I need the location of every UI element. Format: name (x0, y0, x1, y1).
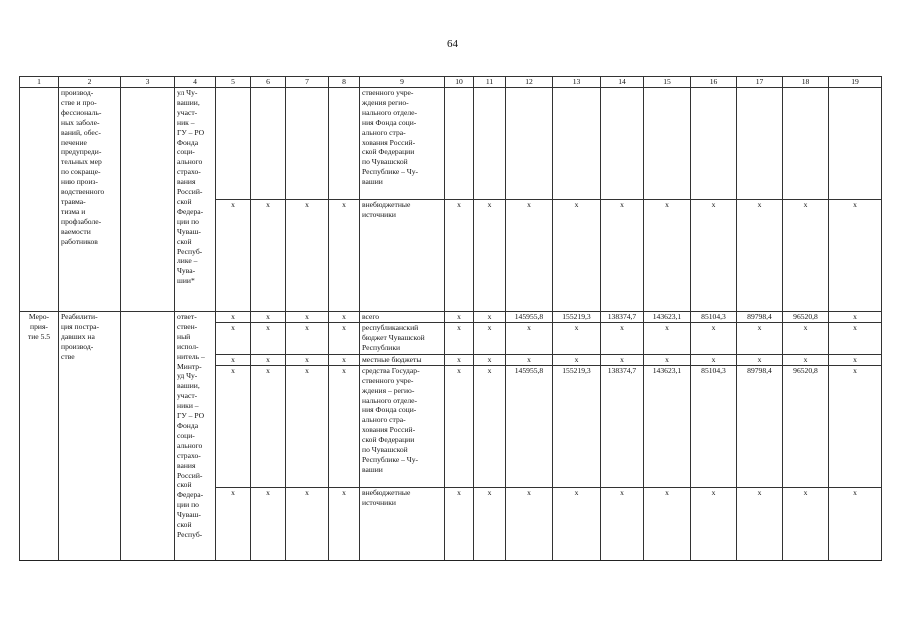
value-cell: x (474, 312, 506, 323)
value-cell: 145955,8 (506, 365, 553, 487)
value-cell: x (329, 200, 360, 312)
program-table (19, 76, 882, 561)
value-cell: 85104,3 (691, 365, 737, 487)
value-cell: x (644, 354, 691, 365)
value-cell: x (216, 200, 251, 312)
value-cell: x (829, 322, 882, 354)
row-number-cell (20, 88, 59, 312)
value-cell: x (691, 487, 737, 560)
value-cell: x (829, 200, 882, 312)
value-cell: x (553, 322, 601, 354)
value-cell: 155219,3 (553, 365, 601, 487)
goal-cell (121, 312, 175, 561)
value-cell (329, 88, 360, 200)
column-number-8: 8 (329, 77, 360, 88)
column-number-4: 4 (175, 77, 216, 88)
value-cell: x (691, 354, 737, 365)
value-cell: x (506, 354, 553, 365)
value-cell (553, 88, 601, 200)
column-number-12: 12 (506, 77, 553, 88)
column-number-18: 18 (783, 77, 829, 88)
value-cell: x (251, 200, 286, 312)
value-cell: x (251, 487, 286, 560)
value-cell: 138374,7 (601, 365, 644, 487)
column-number-14: 14 (601, 77, 644, 88)
value-cell: x (445, 200, 474, 312)
value-cell: x (445, 365, 474, 487)
value-cell: x (286, 354, 329, 365)
page-number: 64 (447, 38, 458, 50)
value-cell: x (251, 322, 286, 354)
value-cell: x (737, 487, 783, 560)
value-cell: x (445, 487, 474, 560)
value-cell (601, 88, 644, 200)
value-cell: 96520,8 (783, 365, 829, 487)
value-cell: x (644, 322, 691, 354)
value-cell: x (251, 312, 286, 323)
activity-name-cell: производ- стве и про- фессиональ- ных заболе- ваний, обес- печение предупреди- тельных мер по сокраще- нию произ- водственного травма- тизма и профзаболе- ваемости работников (59, 88, 121, 312)
value-cell: x (474, 200, 506, 312)
funding-source-cell: средства Государ- ственного учре- ждения – регио- нального отделе- ния Фонда соци- ального стра- хования Россий- ской Федерации по Чувашской Республике – Чу- вашии (360, 365, 445, 487)
value-cell: x (216, 312, 251, 323)
value-cell: x (445, 322, 474, 354)
value-cell: x (601, 322, 644, 354)
value-cell: x (329, 487, 360, 560)
value-cell: x (286, 200, 329, 312)
value-cell: x (691, 322, 737, 354)
value-cell: x (737, 322, 783, 354)
value-cell: x (329, 322, 360, 354)
column-number-9: 9 (360, 77, 445, 88)
value-cell: x (506, 200, 553, 312)
table-row (20, 88, 882, 200)
value-cell: 143623,1 (644, 312, 691, 323)
value-cell (251, 88, 286, 200)
column-number-11: 11 (474, 77, 506, 88)
value-cell: x (691, 200, 737, 312)
value-cell: x (829, 487, 882, 560)
executor-cell: ответ- ствен- ный испол- нитель – Минтр- уд Чу- вашии, участ- ники – ГУ – РО Фонда соци- ального страхо- вания Россий- ской Федера- ции по Чуваш- ской Респуб- (175, 312, 216, 561)
column-number-3: 3 (121, 77, 175, 88)
value-cell: x (644, 487, 691, 560)
column-number-row (20, 77, 882, 88)
column-number-15: 15 (644, 77, 691, 88)
value-cell (286, 88, 329, 200)
value-cell: x (474, 365, 506, 487)
column-number-17: 17 (737, 77, 783, 88)
value-cell: x (601, 354, 644, 365)
value-cell: x (474, 322, 506, 354)
value-cell: x (329, 354, 360, 365)
column-number-5: 5 (216, 77, 251, 88)
value-cell: 89798,4 (737, 312, 783, 323)
value-cell: x (553, 354, 601, 365)
activity-name-cell: Реабилити- ция постра- давших на производ- стве (59, 312, 121, 561)
value-cell (691, 88, 737, 200)
value-cell: x (329, 365, 360, 487)
value-cell: x (601, 200, 644, 312)
column-number-7: 7 (286, 77, 329, 88)
funding-source-cell: внебюджетные источники (360, 200, 445, 312)
value-cell (737, 88, 783, 200)
funding-source-cell: всего (360, 312, 445, 323)
value-cell: x (783, 354, 829, 365)
value-cell (829, 88, 882, 200)
value-cell (445, 88, 474, 200)
value-cell: x (506, 322, 553, 354)
value-cell: x (216, 322, 251, 354)
column-number-13: 13 (553, 77, 601, 88)
value-cell: x (829, 354, 882, 365)
value-cell: x (601, 487, 644, 560)
column-number-1: 1 (20, 77, 59, 88)
value-cell: x (286, 365, 329, 487)
value-cell: x (737, 200, 783, 312)
funding-source-cell: ственного учре- ждения регио- нального отделе- ния Фонда соци- ального стра- хования Россий- ской Федерации по Чувашской Республике – Чу- вашии (360, 88, 445, 200)
funding-source-cell: внебюджетные источники (360, 487, 445, 560)
value-cell: x (783, 322, 829, 354)
value-cell: x (251, 365, 286, 487)
value-cell (216, 88, 251, 200)
value-cell: 89798,4 (737, 365, 783, 487)
value-cell: x (251, 354, 286, 365)
value-cell: x (553, 200, 601, 312)
value-cell: 155219,3 (553, 312, 601, 323)
value-cell: 138374,7 (601, 312, 644, 323)
value-cell: x (783, 200, 829, 312)
column-number-16: 16 (691, 77, 737, 88)
column-number-10: 10 (445, 77, 474, 88)
value-cell (506, 88, 553, 200)
value-cell: x (829, 365, 882, 487)
value-cell: x (829, 312, 882, 323)
value-cell: x (216, 487, 251, 560)
value-cell: 143623,1 (644, 365, 691, 487)
value-cell (474, 88, 506, 200)
value-cell: 145955,8 (506, 312, 553, 323)
value-cell: x (737, 354, 783, 365)
value-cell: x (506, 487, 553, 560)
value-cell: x (644, 200, 691, 312)
value-cell (783, 88, 829, 200)
value-cell: 96520,8 (783, 312, 829, 323)
column-number-2: 2 (59, 77, 121, 88)
value-cell: x (445, 354, 474, 365)
column-number-19: 19 (829, 77, 882, 88)
funding-source-cell: республиканский бюджет Чувашской Республики (360, 322, 445, 354)
funding-source-cell: местные бюджеты (360, 354, 445, 365)
value-cell: x (445, 312, 474, 323)
value-cell: x (286, 322, 329, 354)
value-cell: x (474, 354, 506, 365)
value-cell: x (216, 365, 251, 487)
goal-cell (121, 88, 175, 312)
value-cell: x (286, 312, 329, 323)
column-number-6: 6 (251, 77, 286, 88)
value-cell: x (216, 354, 251, 365)
table-row (20, 312, 882, 323)
value-cell: x (474, 487, 506, 560)
value-cell: x (329, 312, 360, 323)
activity-number-cell: Меро- прия- тие 5.5 (20, 312, 59, 561)
executor-cell: ул Чу- вашии, участ- ник – ГУ – РО Фонда соци- ального страхо- вания Россий- ской Федера- ции по Чуваш- ской Респуб- лике – Чува- шии* (175, 88, 216, 312)
value-cell: x (553, 487, 601, 560)
value-cell: 85104,3 (691, 312, 737, 323)
value-cell: x (286, 487, 329, 560)
value-cell (644, 88, 691, 200)
value-cell: x (783, 487, 829, 560)
